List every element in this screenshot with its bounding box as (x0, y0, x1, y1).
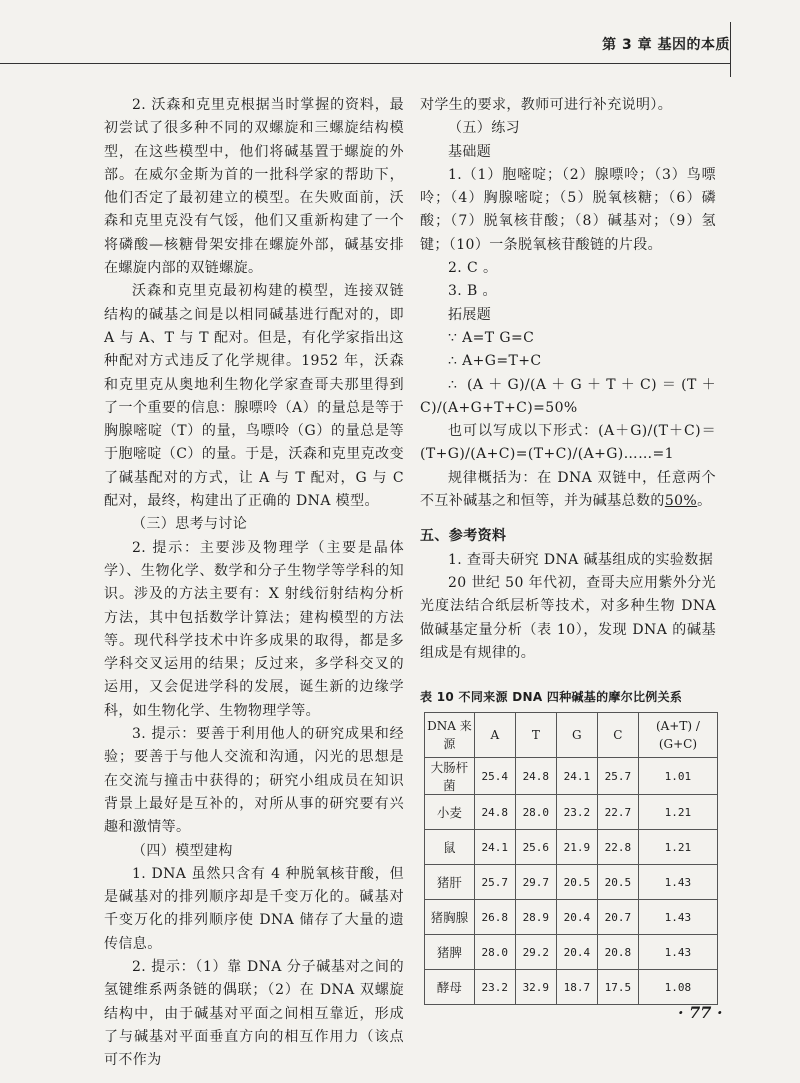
table-cell: 猪脾 (425, 935, 475, 970)
table-cell: 25.6 (515, 830, 556, 865)
table-cell: 28.0 (515, 795, 556, 830)
header-cell: A (474, 713, 515, 758)
equation-line: ∴ (A＋G)/(A＋G＋T＋C)＝(T＋C)/(A+G+T+C)=50% (420, 376, 716, 416)
table-cell: 20.7 (597, 900, 638, 935)
paragraph: 对学生的要求，教师可进行补充说明）。 (420, 97, 673, 113)
table-row (425, 865, 718, 900)
section-heading: （四）模型建构 (132, 842, 233, 859)
table-cell: 20.5 (597, 865, 638, 900)
table-row (425, 900, 718, 935)
equation-line: ∴ A+G=T+C (448, 353, 542, 370)
subheading: 拓展题 (448, 306, 492, 323)
header-cell: (A+T) / (G+C) (638, 713, 717, 758)
summary-text: 规律概括为：在 DNA 双链中，任意两个不互补碱基之和恒等，并为碱基总数的 (420, 469, 716, 510)
table-cell: 17.5 (597, 970, 638, 1005)
table-row (425, 758, 718, 795)
table-cell: 鼠 (425, 830, 475, 865)
header-cell: G (556, 713, 597, 758)
table-cell: 1.08 (638, 970, 717, 1005)
table-cell: 大肠杆菌 (425, 758, 475, 795)
table-cell: 20.4 (556, 935, 597, 970)
table-caption: 表 10 不同来源 DNA 四种碱基的摩尔比例关系 (420, 690, 683, 704)
answer-3: 3. B 。 (448, 283, 497, 300)
page-number: · 77 · (678, 1003, 723, 1022)
page-header (0, 0, 800, 66)
table-cell: 1.01 (638, 758, 717, 795)
table-cell: 24.8 (515, 758, 556, 795)
chapter-title: 第 3 章 基因的本质 (602, 37, 730, 53)
summary-end: 。 (697, 493, 712, 510)
table-row (425, 795, 718, 830)
answer-1: 1.（1）胞嘧啶；（2）腺嘌呤；（3）鸟嘌呤；（4）胸腺嘧啶；（5）脱氧核糖；（6）磷酸；（7）脱氧核苷酸；（8）碱基对；（9）氢键；（10）一条脱氧核苷酸链的片段。 (420, 166, 716, 253)
table-cell: 24.1 (474, 830, 515, 865)
summary-paragraph (420, 467, 716, 514)
table-cell: 22.8 (597, 830, 638, 865)
table-cell: 25.7 (474, 865, 515, 900)
table-cell: 酵母 (425, 970, 475, 1005)
table-cell: 18.7 (556, 970, 597, 1005)
table-header-row (425, 713, 718, 758)
table-cell: 28.9 (515, 900, 556, 935)
paragraph: 1. DNA 虽然只含有 4 种脱氧核苷酸，但是碱基对的排列顺序却是千变万化的。碱基对千变万化的排列顺序使 DNA 储存了大量的遗传信息。 (104, 865, 404, 952)
header-vertical-rule (730, 22, 731, 77)
table-cell: 小麦 (425, 795, 475, 830)
table-cell: 1.21 (638, 830, 717, 865)
paragraph: 2. 沃森和克里克根据当时掌握的资料，最初尝试了很多种不同的双螺旋和三螺旋结构模型，在这些模型中，他们将碱基置于螺旋的外部。在威尔金斯为首的一批科学家的帮助下，他们否定了最初建立的模型。在失败面前，沃森和克里克没有气馁，他们又重新构建了一个将磷酸—核糖骨架安排在螺旋外部，碱基安排在螺旋内部的双链螺旋。 (104, 97, 404, 277)
left-column (104, 94, 404, 1072)
table-cell: 20.8 (597, 935, 638, 970)
reference-heading: 1. 查哥夫研究 DNA 碱基组成的实验数据 (448, 551, 714, 568)
summary-percent: 50% (664, 493, 698, 510)
table-cell: 20.5 (556, 865, 597, 900)
table-cell: 1.43 (638, 865, 717, 900)
paragraph: 沃森和克里克最初构建的模型，连接双链结构的碱基之间是以相同碱基进行配对的，即 A 与 A、T 与 T 配对。但是，有化学家指出这种配对方式违反了化学规律。1952 年，沃森和克里克从奥地利生物化学家查哥夫那里得到了一个重要的信息：腺嘌呤（A）的量总是等于胸腺嘧啶（T）的量，鸟嘌呤（G）的量总是等于胞嘧啶（C）的量。于是，沃森和克里克改变了碱基配对的方式，让 A 与 T 配对，G 与 C 配对，最终，构建出了正确的 DNA 模型。 (104, 283, 404, 510)
section-heading: （三）思考与讨论 (132, 516, 248, 533)
table-cell: 1.21 (638, 795, 717, 830)
table-cell: 22.7 (597, 795, 638, 830)
table-cell: 猪胸腺 (425, 900, 475, 935)
table-cell: 21.9 (556, 830, 597, 865)
equation-line: ∵ A=T G=C (448, 329, 535, 346)
paragraph: 3. 提示：要善于利用他人的研究成果和经验；要善于与他人交流和沟通，闪光的思想是在交流与撞击中获得的；研究小组成员在知识背景上最好是互补的，对所从事的研究要有兴趣和激情等。 (104, 726, 404, 836)
table-cell: 26.8 (474, 900, 515, 935)
paragraph: 20 世纪 50 年代初，查哥夫应用紫外分光光度法结合纸层析等技术，对多种生物 DNA 做碱基定量分析（表 10），发现 DNA 的碱基组成是有规律的。 (420, 574, 716, 661)
right-column (420, 94, 716, 665)
table-row (425, 970, 718, 1005)
table-cell: 28.0 (474, 935, 515, 970)
table-cell: 23.2 (556, 795, 597, 830)
equation-line: 也可以写成以下形式：(A＋G)/(T＋C)＝(T+G)/(A+C)=(T+C)/(A+G)……=1 (420, 423, 716, 463)
subheading: 基础题 (448, 143, 492, 160)
header-rule (0, 63, 730, 64)
table-cell: 29.7 (515, 865, 556, 900)
paragraph: 2. 提示：（1）靠 DNA 分子碱基对之间的氢键维系两条链的偶联；（2）在 DNA 双螺旋结构中，由于碱基对平面之间相互靠近，形成了与碱基对平面垂直方向的相互作用力（该点可不作为 (104, 958, 404, 1069)
table-cell: 24.8 (474, 795, 515, 830)
table-cell: 32.9 (515, 970, 556, 1005)
section-heading: （五）练习 (448, 120, 520, 137)
table-cell: 29.2 (515, 935, 556, 970)
section-title: 五、参考资料 (420, 528, 507, 545)
header-cell: C (597, 713, 638, 758)
table-row (425, 935, 718, 970)
table-cell: 24.1 (556, 758, 597, 795)
table-cell: 25.4 (474, 758, 515, 795)
table-cell: 猪肝 (425, 865, 475, 900)
table-cell: 1.43 (638, 935, 717, 970)
table-cell: 1.43 (638, 900, 717, 935)
table-cell: 23.2 (474, 970, 515, 1005)
table-row (425, 830, 718, 865)
header-cell: T (515, 713, 556, 758)
answer-2: 2. C 。 (448, 260, 498, 277)
table-cell: 25.7 (597, 758, 638, 795)
base-ratio-table (424, 712, 718, 1005)
header-cell: DNA 来源 (425, 713, 475, 758)
table-cell: 20.4 (556, 900, 597, 935)
paragraph: 2. 提示：主要涉及物理学（主要是晶体学）、生物化学、数学和分子生物学等学科的知识。涉及的方法主要有：X 射线衍射结构分析方法，其中包括数学计算法；建构模型的方法等。现代科学技术中许多成果的取得，都是多学科交叉运用的结果；反过来，多学科交叉的运用，又会促进学科的发展，诞生新的边缘学科，如生物化学、生物物理学等。 (104, 539, 404, 719)
